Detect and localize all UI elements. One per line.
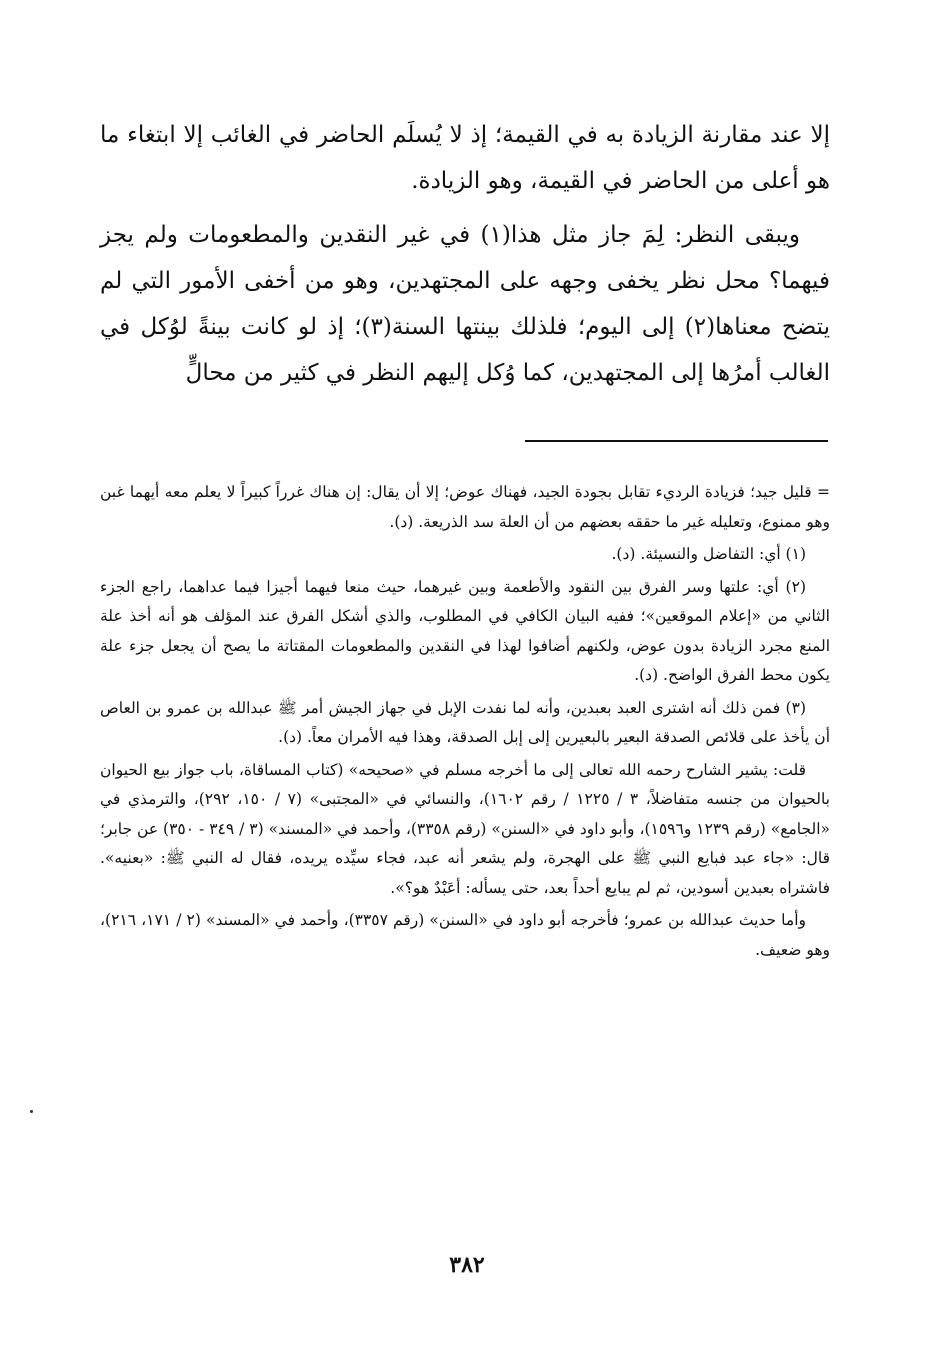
- footnote-2: (٢) أي: علتها وسر الفرق بين النقود والأطعمة وبين غيرهما، حيث منعا فيهما أجيزا فيما عداهما، راجع الجزء الثاني من «إعلام الموقعين»؛ ففيه البيان الكافي في المطلوب، والذي أشكل الفرق عند المؤلف هو أنه أخذ علة المنع مجرد الزيادة بدون عوض، ولكنهم أضافوا لهذا في النقدين والمطعومات المقتاتة ما يصح أن يجعل جزء علة يكون محط الفرق الواضح. (د).: [100, 577, 830, 684]
- main-paragraph-2: ويبقى النظر: لِمَ جاز مثل هذا(١) في غير النقدين والمطعومات ولم يجز فيهما؟ محل نظر يخفى وجهه على المجتهدين، وهو من أخفى الأمور التي لم يتضح معناها(٢) إلى اليوم؛ فلذلك بينتها السنة(٣)؛ إذ لو كانت بينةً لوُكل في الغالب أمرُها إلى المجتهدين، كما وُكل إليهم النظر في كثير من محالٍّ: [100, 222, 831, 386]
- margin-mark: [30, 1110, 33, 1113]
- editor-note-2: وأما حديث عبدالله بن عمرو؛ فأخرجه أبو داود في «السنن» (رقم ٣٣٥٧)، وأحمد في «المسند» (٢ / ١٧١، ٢١٦)، وهو ضعيف.: [100, 911, 830, 959]
- footnote-separator: [525, 440, 828, 442]
- page-number: ٣٨٢: [449, 1252, 485, 1278]
- main-text: [100, 112, 830, 396]
- footnotes: [100, 478, 830, 968]
- footnote-continuation: = قليل جيد؛ فزيادة الرديء تقابل بجودة الجيد، فهناك عوض؛ إلا أن يقال: إن هناك غرراً كبيراً لا يعلم معه أيهما غبن وهو ممنوع، وتعليله غير ما حققه بعضهم من أن العلة سد الذريعة. (د).: [100, 483, 830, 531]
- footnote-3: (٣) فمن ذلك أنه اشترى العبد بعبدين، وأنه لما نفدت الإبل في جهاز الجيش أمر ﷺ عبدالله بن عمرو بن العاص أن يأخذ على قلائص الصدقة البعير بالبعيرين إلى إبل الصدقة، وهذا فيه الأمران معاً. (د).: [100, 698, 830, 746]
- footnote-1: (١) أي: التفاضل والنسيئة. (د).: [611, 545, 806, 563]
- editor-note-1: قلت: يشير الشارح رحمه الله تعالى إلى ما أخرجه مسلم في «صحيحه» (كتاب المساقاة، باب جواز بيع الحيوان بالحيوان من جنسه متفاضلاً، ٣ / ١٢٢٥ / رقم ١٦٠٢)، والنسائي في «المجتبى» (٧ / ١٥٠، ٢٩٢)، والترمذي في «الجامع» (رقم ١٢٣٩ و١٥٩٦)، وأبو داود في «السنن» (رقم ٣٣٥٨)، وأحمد في «المسند» (٣ / ٣٤٩ - ٣٥٠) عن جابر؛ قال: «جاء عبد فبايع النبي ﷺ على الهجرة، ولم يشعر أنه عبد، فجاء سيِّده يريده، فقال له النبي ﷺ: «بعنيه». فاشتراه بعبدين أسودين، ثم لم يبايع أحداً بعد، حتى يسأله: أعَبْدٌ هو؟».: [100, 760, 831, 897]
- main-paragraph-1: إلا عند مقارنة الزيادة به في القيمة؛ إذ لا يُسلَم الحاضر في الغائب إلا ابتغاء ما هو أعلى من الحاضر في القيمة، وهو الزيادة.: [100, 122, 830, 194]
